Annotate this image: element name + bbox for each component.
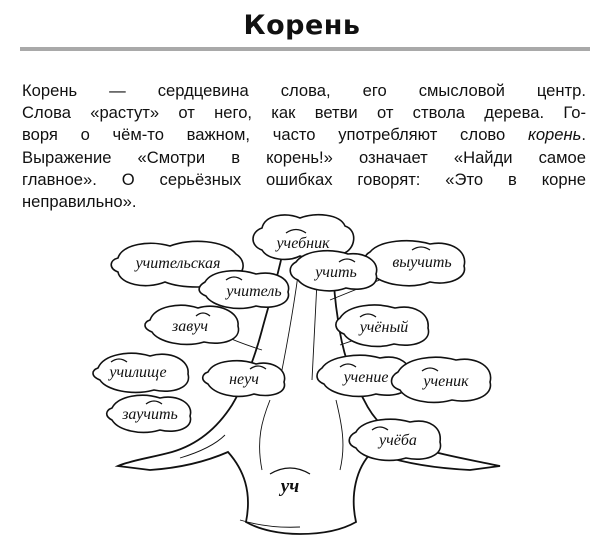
page-title: Корень (243, 10, 361, 41)
paragraph-line: неправильно». (22, 192, 137, 212)
tree-word: учёба (379, 432, 417, 449)
tree-word: завуч (172, 318, 208, 335)
tree-word: училище (109, 364, 167, 381)
tree-word: учение (343, 369, 389, 386)
tree-word: учебник (276, 235, 330, 252)
paragraph-line: Слова «растут» от него, как ветви от ствола дерева. Го- (22, 103, 586, 123)
tree-word: заучить (122, 406, 178, 423)
paragraph-line: Корень — сердцевина слова, его смысловой центр. (22, 81, 586, 100)
emphasized-word: корень (527, 125, 582, 145)
paragraph-line-text: воря о чём-то важном, часто употребляют слово (22, 125, 528, 145)
tree-word: учительская (135, 255, 221, 272)
tree-word: выучить (392, 254, 452, 271)
tree-word: учитель (226, 283, 282, 300)
tree-word: неуч (229, 371, 259, 388)
tree-word: ученик (423, 373, 469, 390)
paragraph-line: главное». О серьёзных ошибках говорят: «Это в корне (22, 169, 586, 189)
paragraph-line: Выражение «Смотри в корень!» означает «Найди самое (22, 147, 586, 167)
root-word: уч (280, 476, 300, 497)
tree-word: учить (315, 264, 357, 281)
paragraph-line-tail: . (581, 125, 586, 145)
tree-word: учёный (359, 319, 409, 336)
